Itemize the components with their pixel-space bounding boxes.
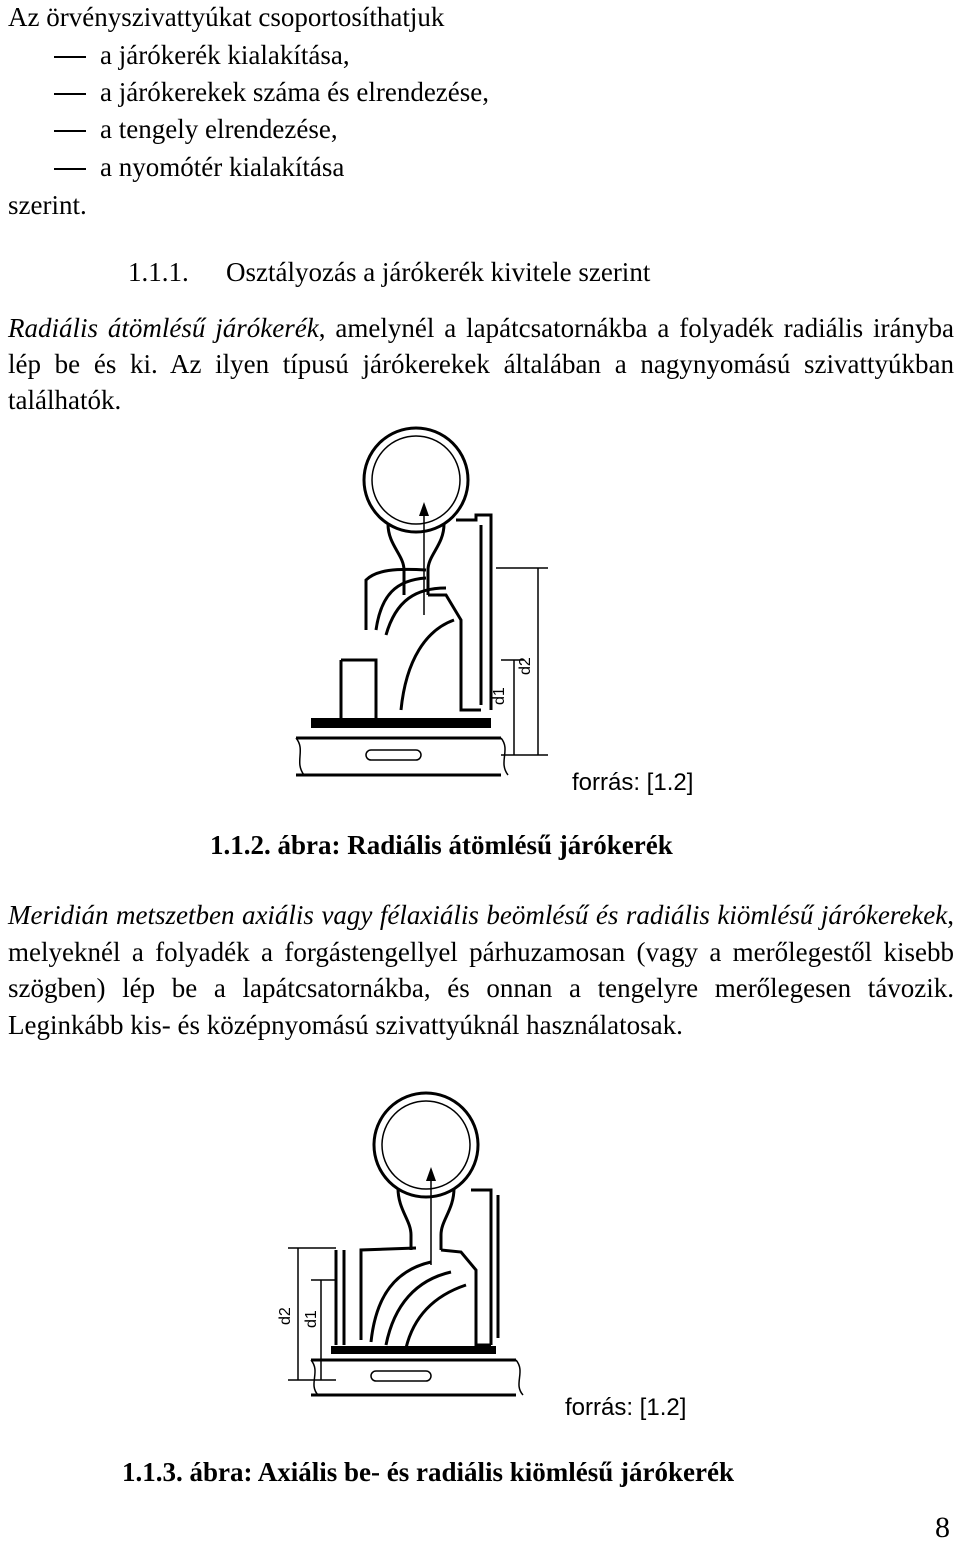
list-item: a nyomótér kialakítása	[100, 152, 345, 182]
figure-caption: 1.1.3. ábra: Axiális be- és radiális kiömlésű járókerék	[122, 1457, 734, 1487]
paragraph-radial-text: , amelynél a lapátcsatornákba a folyadék radiális irányba lép be és ki. Az ilyen típusú járókerekek általában a nagynyomású szivattyúkban találhatók.	[8, 313, 954, 415]
term-radial: Radiális átömlésű járókerék	[8, 313, 319, 343]
bullet-dash	[54, 56, 86, 58]
bullet-dash	[54, 168, 86, 170]
figure-radial-impeller	[276, 420, 566, 795]
axial-impeller-drawing	[276, 1080, 556, 1400]
bullet-dash	[54, 93, 86, 95]
radial-impeller-drawing	[276, 420, 566, 795]
list-item: a tengely elrendezése,	[100, 114, 338, 144]
section-title: Osztályozás a járókerék kivitele szerint	[226, 257, 651, 287]
intro-tail: szerint.	[8, 190, 87, 220]
intro-lead: Az örvényszivattyúkat csoportosíthatjuk	[8, 2, 445, 32]
figure-source: forrás: [1.2]	[565, 1394, 687, 1421]
list-item: a járókerekek száma és elrendezése,	[100, 77, 490, 107]
figure-caption: 1.1.2. ábra: Radiális átömlésű járókerék	[210, 830, 673, 860]
figure-source: forrás: [1.2]	[572, 769, 694, 796]
bullet-dash	[54, 130, 86, 132]
paragraph-radial	[8, 310, 954, 418]
paragraph-axial-text: , melyeknél a folyadék a forgástengellyel párhuzamosan (vagy a merőlegestől kisebb szögben) lép be a lapátcsatornákba, és onnan a tengelyre merőlegesen távozik. Leginkább kis- és középnyomású szivattyúknál használatosak.	[8, 900, 954, 1040]
section-number: 1.1.1.	[128, 257, 189, 287]
list-item: a járókerék kialakítása,	[100, 40, 350, 70]
dimension-label-d1: d1	[491, 687, 508, 705]
paragraph-axial	[8, 897, 954, 1043]
term-axial: Meridián metszetben axiális vagy félaxiális beömlésű és radiális kiömlésű járókerekek	[8, 900, 948, 930]
figure-axial-impeller	[276, 1080, 556, 1400]
dimension-label-d1: d1	[303, 1310, 320, 1328]
page-number: 8	[935, 1511, 950, 1544]
dimension-label-d2: d2	[277, 1307, 294, 1325]
section-heading	[128, 255, 650, 290]
dimension-label-d2: d2	[517, 657, 534, 675]
